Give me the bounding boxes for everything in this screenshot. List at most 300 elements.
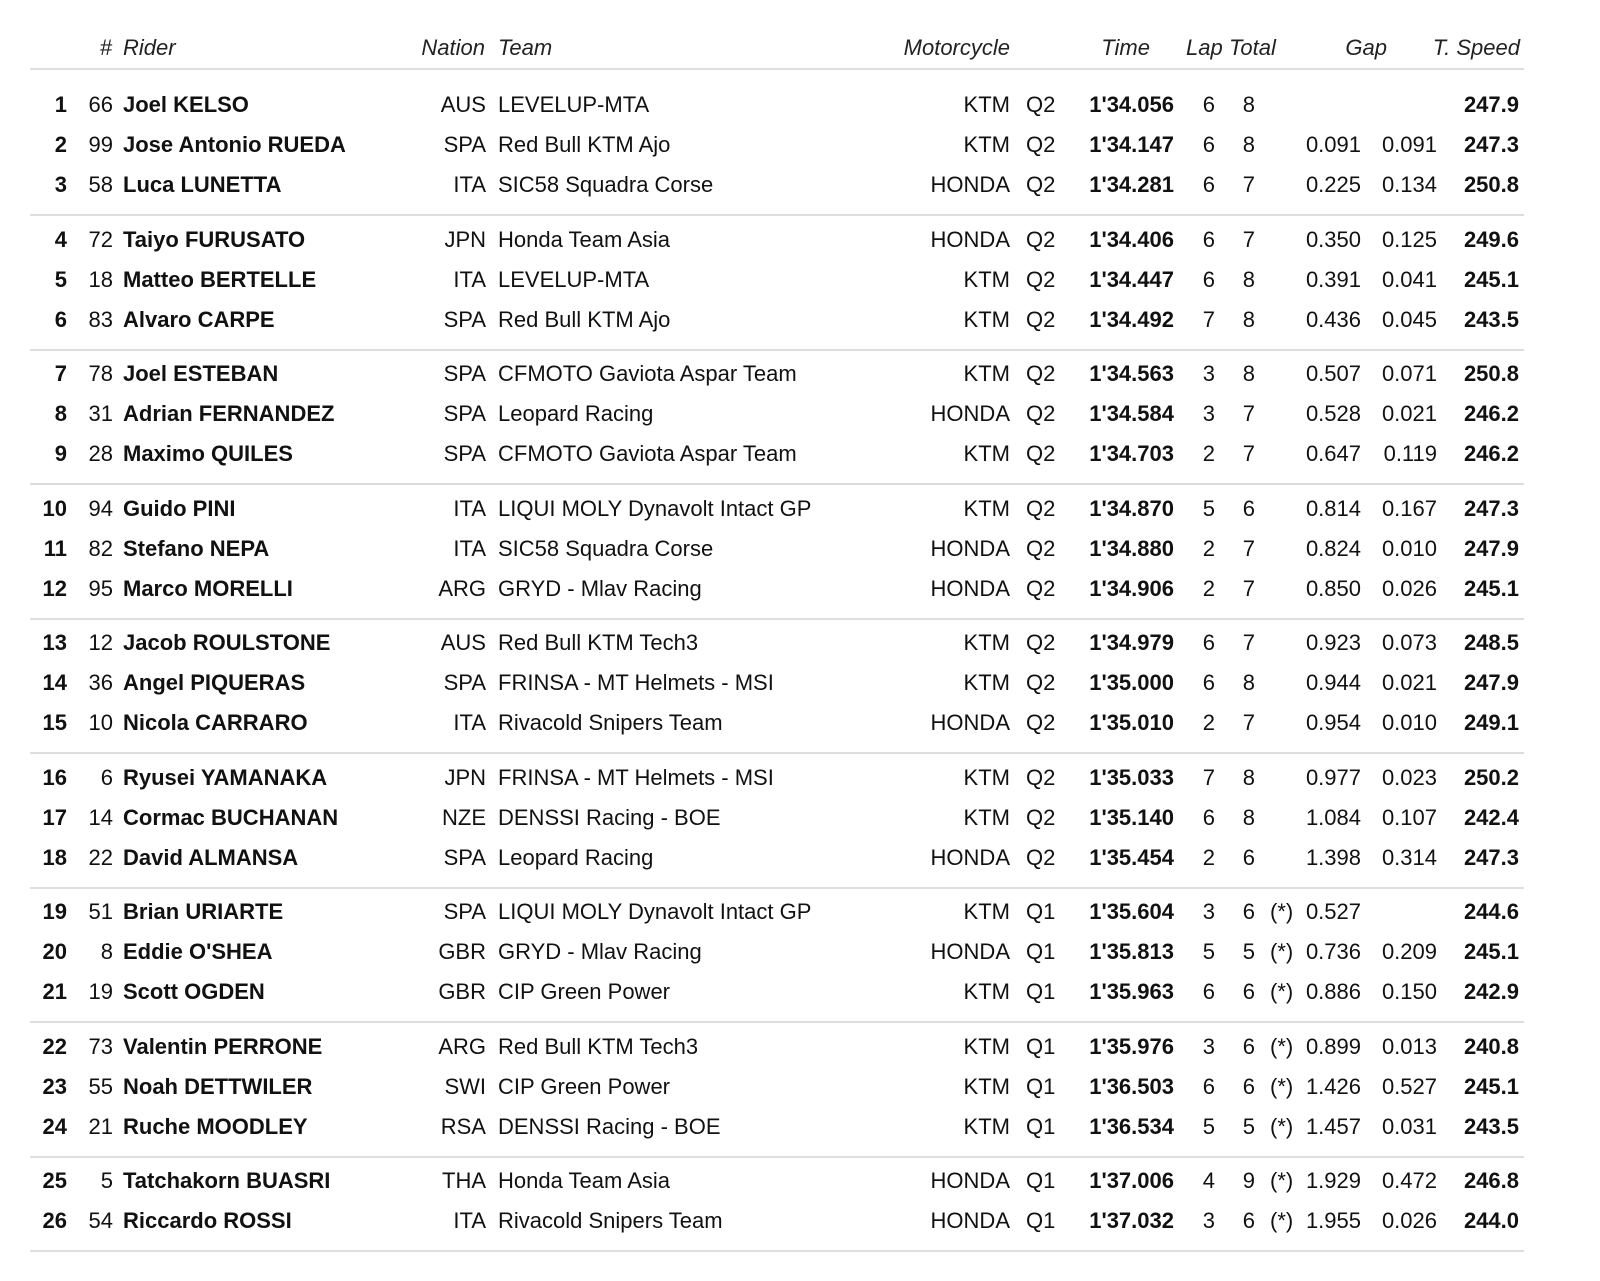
header-divider [30, 68, 1524, 70]
team: Honda Team Asia [498, 1168, 671, 1193]
team: SIC58 Squadra Corse [498, 172, 714, 197]
rider-number: 18 [88, 266, 113, 292]
team: SIC58 Squadra Corse [498, 535, 714, 561]
rider-number: 83 [88, 306, 113, 332]
header-lap: Lap [1186, 35, 1223, 60]
best-lap: 2 [1202, 575, 1215, 601]
nation: SPA [443, 361, 486, 386]
rider-number: 95 [88, 575, 113, 601]
gap-first: 1.955 [1305, 1208, 1361, 1233]
gap-previous: 0.021 [1381, 670, 1437, 695]
group-divider [30, 214, 1524, 216]
rider-name: Riccardo ROSSI [123, 1208, 292, 1233]
gap-previous: 0.107 [1381, 804, 1437, 830]
position: 20 [42, 939, 67, 964]
gap-previous: 0.071 [1381, 361, 1437, 386]
flag-marker: (*) [1270, 979, 1294, 1004]
rider-number: 21 [88, 1113, 113, 1139]
team: Red Bull KTM Ajo [498, 306, 671, 332]
top-speed: 246.2 [1463, 441, 1519, 466]
total-laps: 5 [1242, 939, 1255, 964]
team: DENSSI Racing - BOE [498, 1113, 721, 1139]
gap-previous: 0.125 [1381, 226, 1437, 252]
position: 19 [42, 899, 67, 924]
session: Q2 [1026, 710, 1056, 735]
position: 10 [42, 495, 67, 521]
rider-name: Tatchakorn BUASRI [123, 1168, 331, 1193]
total-laps: 6 [1242, 1033, 1255, 1059]
session: Q1 [1026, 1073, 1056, 1099]
nation: SPA [443, 899, 486, 924]
total-laps: 8 [1242, 306, 1255, 332]
rider-number: 31 [88, 401, 113, 426]
best-lap: 6 [1202, 630, 1215, 655]
motorcycle: HONDA [930, 1208, 1010, 1233]
total-laps: 7 [1242, 710, 1255, 735]
rider-number: 19 [88, 979, 113, 1004]
top-speed: 249.6 [1463, 226, 1519, 252]
header-total: Total [1229, 35, 1276, 60]
gap-previous: 0.010 [1381, 535, 1437, 561]
position: 14 [42, 670, 67, 695]
table-row [0, 763, 1600, 793]
table-row [0, 937, 1600, 967]
top-speed: 246.2 [1463, 401, 1519, 426]
gap-first: 1.084 [1305, 804, 1361, 830]
motorcycle: HONDA [930, 172, 1010, 197]
table-row [0, 225, 1600, 255]
lap-time: 1'35.963 [1089, 979, 1174, 1004]
gap-first: 0.225 [1305, 172, 1361, 197]
rider-name: David ALMANSA [123, 844, 299, 870]
team: Honda Team Asia [498, 226, 671, 252]
team: LIQUI MOLY Dynavolt Intact GP [498, 899, 812, 924]
rider-name: Angel PIQUERAS [123, 670, 306, 695]
rider-number: 55 [88, 1073, 113, 1099]
motorcycle: KTM [963, 899, 1010, 924]
total-laps: 8 [1242, 266, 1255, 292]
rider-number: 36 [88, 670, 113, 695]
position: 17 [42, 804, 67, 830]
best-lap: 2 [1202, 710, 1215, 735]
gap-previous: 0.023 [1381, 764, 1437, 790]
session: Q2 [1026, 92, 1056, 117]
lap-time: 1'35.033 [1089, 764, 1174, 790]
total-laps: 6 [1242, 844, 1255, 870]
lap-time: 1'34.880 [1089, 535, 1174, 561]
rider-number: 58 [88, 172, 113, 197]
rider-number: 82 [88, 535, 113, 561]
rider-number: 22 [88, 844, 113, 870]
rider-name: Ryusei YAMANAKA [123, 764, 328, 790]
gap-previous: 0.314 [1381, 844, 1437, 870]
session: Q1 [1026, 1033, 1056, 1059]
gap-previous: 0.150 [1381, 979, 1437, 1004]
nation: RSA [440, 1113, 486, 1139]
top-speed: 249.1 [1463, 710, 1519, 735]
top-speed: 245.1 [1463, 266, 1519, 292]
gap-previous: 0.134 [1381, 172, 1437, 197]
team: Leopard Racing [498, 844, 654, 870]
best-lap: 6 [1202, 1073, 1215, 1099]
table-row [0, 708, 1600, 738]
nation: SWI [444, 1073, 486, 1099]
top-speed: 247.9 [1463, 92, 1519, 117]
nation: ITA [453, 1208, 486, 1233]
nation: SPA [443, 441, 486, 466]
team: DENSSI Racing - BOE [498, 804, 721, 830]
rider-name: Nicola CARRARO [123, 710, 308, 735]
team: CFMOTO Gaviota Aspar Team [498, 361, 797, 386]
gap-first: 0.091 [1305, 132, 1361, 157]
rider-number: 8 [100, 939, 113, 964]
rider-name: Eddie O'SHEA [123, 939, 273, 964]
top-speed: 245.1 [1463, 939, 1519, 964]
nation: GBR [438, 939, 486, 964]
team: LEVELUP-MTA [498, 92, 650, 117]
rider-name: Ruche MOODLEY [123, 1113, 308, 1139]
gap-previous: 0.010 [1381, 710, 1437, 735]
top-speed: 245.1 [1463, 575, 1519, 601]
gap-previous: 0.045 [1381, 306, 1437, 332]
lap-time: 1'34.906 [1089, 575, 1174, 601]
position: 21 [42, 979, 67, 1004]
motorcycle: KTM [963, 804, 1010, 830]
rider-number: 6 [100, 764, 113, 790]
rider-name: Taiyo FURUSATO [123, 226, 306, 252]
flag-marker: (*) [1270, 1113, 1294, 1139]
total-laps: 6 [1242, 979, 1255, 1004]
nation: ITA [453, 266, 486, 292]
session: Q2 [1026, 535, 1056, 561]
header-number: # [99, 35, 112, 60]
top-speed: 247.3 [1463, 132, 1519, 157]
position: 5 [54, 266, 67, 292]
total-laps: 7 [1242, 226, 1255, 252]
rider-name: Cormac BUCHANAN [123, 804, 339, 830]
table-row [0, 359, 1600, 389]
nation: ITA [453, 535, 486, 561]
motorcycle: KTM [963, 1033, 1010, 1059]
rider-number: 51 [88, 899, 113, 924]
rider-name: Valentin PERRONE [123, 1033, 323, 1059]
best-lap: 2 [1202, 535, 1215, 561]
best-lap: 3 [1202, 1033, 1215, 1059]
gap-first: 0.736 [1305, 939, 1361, 964]
motorcycle: KTM [963, 132, 1010, 157]
nation: NZE [442, 804, 486, 830]
top-speed: 242.4 [1463, 804, 1519, 830]
team: Red Bull KTM Tech3 [498, 630, 699, 655]
position: 1 [54, 92, 67, 117]
flag-marker: (*) [1270, 1073, 1294, 1099]
table-row [0, 305, 1600, 335]
motorcycle: KTM [963, 266, 1010, 292]
rider-number: 28 [88, 441, 113, 466]
group-divider [30, 887, 1524, 889]
gap-previous: 0.073 [1381, 630, 1437, 655]
best-lap: 6 [1202, 92, 1215, 117]
best-lap: 7 [1202, 764, 1215, 790]
nation: JPN [444, 764, 486, 790]
motorcycle: KTM [963, 1073, 1010, 1099]
position: 7 [54, 361, 67, 386]
session: Q2 [1026, 575, 1056, 601]
table-row [0, 803, 1600, 833]
lap-time: 1'34.870 [1089, 495, 1174, 521]
total-laps: 5 [1242, 1113, 1255, 1139]
rider-name: Stefano NEPA [123, 535, 270, 561]
total-laps: 6 [1242, 899, 1255, 924]
team: CIP Green Power [498, 1073, 671, 1099]
motorcycle: HONDA [930, 1168, 1010, 1193]
nation: ITA [453, 710, 486, 735]
nation: THA [442, 1168, 486, 1193]
position: 13 [42, 630, 67, 655]
team: FRINSA - MT Helmets - MSI [498, 764, 774, 790]
total-laps: 7 [1242, 575, 1255, 601]
header-nation: Nation [421, 35, 485, 60]
group-divider [30, 1250, 1524, 1252]
total-laps: 8 [1242, 361, 1255, 386]
session: Q1 [1026, 899, 1056, 924]
session: Q2 [1026, 361, 1056, 386]
lap-time: 1'34.492 [1089, 306, 1174, 332]
session: Q2 [1026, 630, 1056, 655]
gap-first: 0.977 [1305, 764, 1361, 790]
gap-first: 0.923 [1305, 630, 1361, 655]
motorcycle: KTM [963, 764, 1010, 790]
flag-marker: (*) [1270, 899, 1294, 924]
lap-time: 1'35.813 [1089, 939, 1174, 964]
nation: ARG [438, 1033, 486, 1059]
best-lap: 6 [1202, 226, 1215, 252]
position: 24 [42, 1113, 67, 1139]
team: LIQUI MOLY Dynavolt Intact GP [498, 495, 812, 521]
session: Q1 [1026, 1168, 1056, 1193]
position: 6 [54, 306, 67, 332]
motorcycle: HONDA [930, 226, 1010, 252]
session: Q2 [1026, 844, 1056, 870]
header-team: Team [498, 35, 553, 60]
top-speed: 247.3 [1463, 495, 1519, 521]
gap-first: 0.850 [1305, 575, 1361, 601]
gap-first: 0.507 [1305, 361, 1361, 386]
table-row [0, 1206, 1600, 1236]
gap-previous: 0.021 [1381, 401, 1437, 426]
table-row [0, 628, 1600, 658]
total-laps: 7 [1242, 172, 1255, 197]
total-laps: 6 [1242, 1208, 1255, 1233]
best-lap: 6 [1202, 670, 1215, 695]
session: Q2 [1026, 804, 1056, 830]
group-divider [30, 1156, 1524, 1158]
top-speed: 243.5 [1463, 1113, 1519, 1139]
nation: SPA [443, 401, 486, 426]
top-speed: 250.8 [1463, 361, 1519, 386]
motorcycle: KTM [963, 979, 1010, 1004]
gap-first: 0.528 [1305, 401, 1361, 426]
session: Q2 [1026, 764, 1056, 790]
rider-number: 99 [88, 132, 113, 157]
rider-name: Jacob ROULSTONE [123, 630, 331, 655]
table-row [0, 90, 1600, 120]
gap-previous: 0.472 [1381, 1168, 1437, 1193]
lap-time: 1'34.979 [1089, 630, 1174, 655]
total-laps: 7 [1242, 535, 1255, 561]
lap-time: 1'35.454 [1089, 844, 1174, 870]
best-lap: 5 [1202, 939, 1215, 964]
lap-time: 1'35.140 [1089, 804, 1174, 830]
gap-previous: 0.031 [1381, 1113, 1437, 1139]
session: Q2 [1026, 441, 1056, 466]
lap-time: 1'37.032 [1089, 1208, 1174, 1233]
gap-previous: 0.026 [1381, 575, 1437, 601]
gap-first: 0.899 [1305, 1033, 1361, 1059]
flag-marker: (*) [1270, 939, 1294, 964]
team: CFMOTO Gaviota Aspar Team [498, 441, 797, 466]
motorcycle: HONDA [930, 710, 1010, 735]
gap-first: 0.954 [1305, 710, 1361, 735]
position: 25 [42, 1168, 67, 1193]
header-time: Time [1101, 35, 1150, 60]
total-laps: 7 [1242, 401, 1255, 426]
gap-first: 1.929 [1305, 1168, 1361, 1193]
position: 22 [42, 1033, 67, 1059]
session: Q2 [1026, 495, 1056, 521]
rider-name: Scott OGDEN [123, 979, 265, 1004]
team: LEVELUP-MTA [498, 266, 650, 292]
lap-time: 1'37.006 [1089, 1168, 1174, 1193]
rider-number: 73 [88, 1033, 113, 1059]
position: 12 [42, 575, 67, 601]
gap-first: 0.647 [1305, 441, 1361, 466]
session: Q1 [1026, 1208, 1056, 1233]
best-lap: 4 [1202, 1168, 1215, 1193]
session: Q2 [1026, 172, 1056, 197]
session: Q1 [1026, 979, 1056, 1004]
motorcycle: KTM [963, 670, 1010, 695]
total-laps: 8 [1242, 92, 1255, 117]
best-lap: 2 [1202, 441, 1215, 466]
lap-time: 1'36.503 [1089, 1073, 1174, 1099]
lap-time: 1'35.604 [1089, 899, 1174, 924]
nation: ITA [453, 172, 486, 197]
rider-number: 5 [100, 1168, 113, 1193]
header-rider: Rider [123, 35, 176, 60]
position: 16 [42, 764, 67, 790]
group-divider [30, 618, 1524, 620]
rider-number: 12 [88, 630, 113, 655]
position: 18 [42, 844, 67, 870]
gap-first: 0.436 [1305, 306, 1361, 332]
nation: JPN [444, 226, 486, 252]
position: 15 [42, 710, 67, 735]
motorcycle: HONDA [930, 575, 1010, 601]
best-lap: 3 [1202, 1208, 1215, 1233]
motorcycle: HONDA [930, 401, 1010, 426]
nation: SPA [443, 670, 486, 695]
session: Q2 [1026, 226, 1056, 252]
motorcycle: KTM [963, 92, 1010, 117]
table-row [0, 399, 1600, 429]
table-row [0, 1112, 1600, 1142]
session: Q2 [1026, 266, 1056, 292]
table-row [0, 668, 1600, 698]
table-row [0, 494, 1600, 524]
gap-first: 0.527 [1305, 899, 1361, 924]
position: 8 [54, 401, 67, 426]
motorcycle: HONDA [930, 844, 1010, 870]
table-row [0, 574, 1600, 604]
gap-previous: 0.026 [1381, 1208, 1437, 1233]
total-laps: 9 [1242, 1168, 1255, 1193]
best-lap: 2 [1202, 844, 1215, 870]
gap-previous: 0.119 [1383, 441, 1437, 466]
rider-name: Brian URIARTE [123, 899, 284, 924]
header-motorcycle: Motorcycle [903, 35, 1010, 60]
team: Leopard Racing [498, 401, 654, 426]
best-lap: 6 [1202, 132, 1215, 157]
gap-first: 0.944 [1305, 670, 1361, 695]
top-speed: 240.8 [1463, 1033, 1519, 1059]
best-lap: 6 [1202, 979, 1215, 1004]
lap-time: 1'34.703 [1089, 441, 1174, 466]
position: 9 [54, 441, 67, 466]
lap-time: 1'35.010 [1089, 710, 1174, 735]
session: Q2 [1026, 132, 1056, 157]
flag-marker: (*) [1270, 1033, 1294, 1059]
table-row [0, 130, 1600, 160]
gap-first: 0.391 [1305, 266, 1361, 292]
top-speed: 245.1 [1463, 1073, 1519, 1099]
group-divider [30, 349, 1524, 351]
motorcycle: KTM [963, 630, 1010, 655]
table-row [0, 897, 1600, 927]
top-speed: 247.3 [1463, 844, 1519, 870]
gap-previous: 0.013 [1381, 1033, 1437, 1059]
lap-time: 1'34.584 [1089, 401, 1174, 426]
rider-name: Marco MORELLI [123, 575, 293, 601]
position: 23 [42, 1073, 67, 1099]
session: Q1 [1026, 1113, 1056, 1139]
top-speed: 247.9 [1463, 670, 1519, 695]
gap-previous: 0.527 [1381, 1073, 1437, 1099]
top-speed: 250.8 [1463, 172, 1519, 197]
rider-name: Adrian FERNANDEZ [123, 401, 335, 426]
table-header [0, 30, 1600, 68]
rider-number: 10 [88, 710, 113, 735]
best-lap: 3 [1202, 401, 1215, 426]
lap-time: 1'34.147 [1089, 132, 1174, 157]
motorcycle: HONDA [930, 535, 1010, 561]
lap-time: 1'35.000 [1089, 670, 1174, 695]
table-row [0, 1032, 1600, 1062]
motorcycle: KTM [963, 495, 1010, 521]
rider-name: Alvaro CARPE [123, 306, 275, 332]
header-top-speed: T. Speed [1432, 35, 1520, 60]
gap-first: 0.814 [1305, 495, 1361, 521]
table-row [0, 1166, 1600, 1196]
position: 11 [43, 535, 67, 561]
lap-time: 1'34.563 [1089, 361, 1174, 386]
group-divider [30, 1021, 1524, 1023]
best-lap: 6 [1202, 266, 1215, 292]
team: Red Bull KTM Ajo [498, 132, 671, 157]
rider-number: 94 [88, 495, 113, 521]
rider-name: Guido PINI [123, 495, 236, 521]
flag-marker: (*) [1270, 1208, 1294, 1233]
